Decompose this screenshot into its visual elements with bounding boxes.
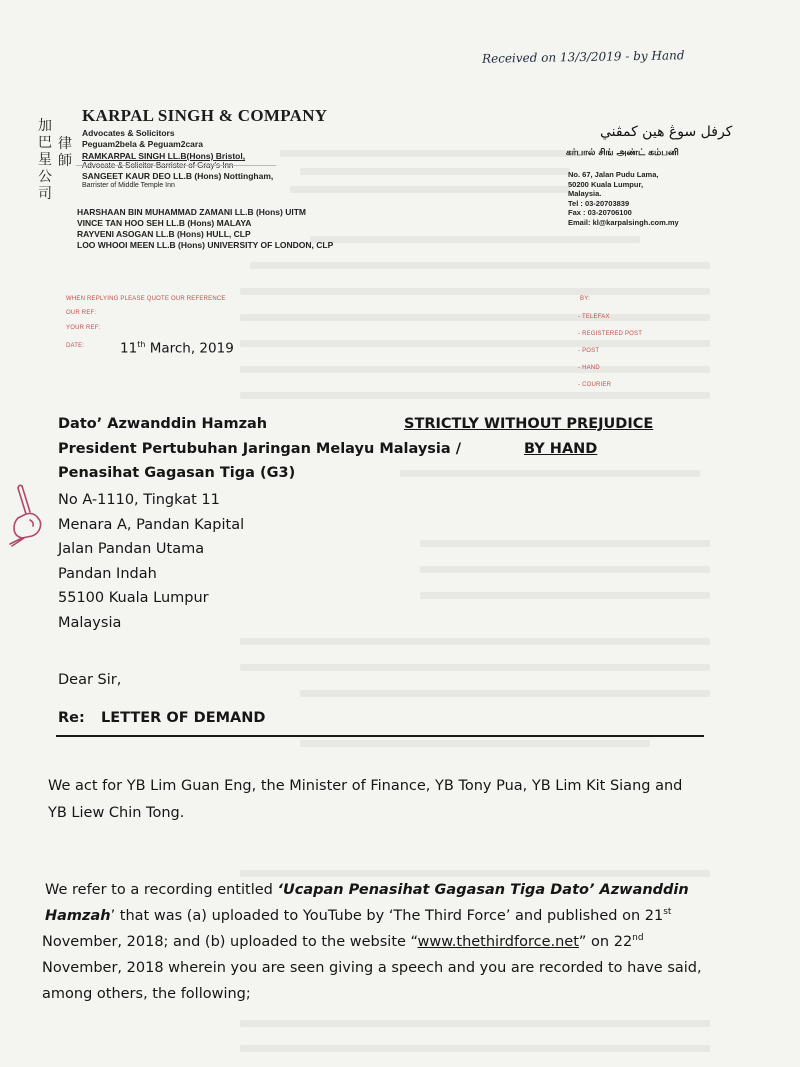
- recipient-address: No A-1110, Tingkat 11 Menara A, Pandan Kapital Jalan Pandan Utama Pandan Indah 55100 Kuala Lumpur Malaysia: [58, 492, 245, 631]
- firm-tagline-ms: Peguam2bela & Peguam2cara: [82, 139, 203, 149]
- without-prejudice-mark: STRICTLY WITHOUT PREJUDICE: [404, 416, 654, 432]
- letter-date: 11th March, 2019: [120, 340, 234, 357]
- recipient-name: Dato’ Azwanddin Hamzah: [58, 416, 268, 432]
- delivery-methods: - TELEFAX - REGISTERED POST - POST - HAND - COURIER: [578, 314, 643, 388]
- pointing-hand-icon: [4, 482, 52, 548]
- partners-list: RAMKARPAL SINGH LL.B(Hons) Bristol, SANGEET KAUR DEO LL.B (Hons) Nottingham, Barrister of Middle Temple Inn: [82, 151, 274, 189]
- chinese-firm-name: 加 巴 星 公 司: [38, 118, 52, 202]
- website-link[interactable]: www.thethirdforce.net: [417, 933, 579, 950]
- salutation: Dear Sir,: [58, 672, 122, 688]
- associates-list: HARSHAAN BIN MUHAMMAD ZAMANI LL.B (Hons) UITM VINCE TAN HOO SEH LL.B (Hons) MALAYA RAYVENI ASOGAN LL.B (Hons) HULL, CLP LOO WHOOI MEEN LL.B (Hons) UNIVERSITY OF LONDON, CLP: [77, 207, 334, 250]
- by-hand-mark: BY HAND: [524, 441, 598, 457]
- firm-tagline-en: Advocates & Solicitors: [82, 128, 175, 138]
- date-label: DATE:: [66, 343, 85, 349]
- recipient-title-2: Penasihat Gagasan Tiga (G3): [58, 465, 296, 481]
- recipient-title-1: President Pertubuhan Jaringan Melayu Malaysia /: [58, 441, 462, 457]
- chinese-firm-role: 律 師: [58, 136, 72, 169]
- paragraph-2-line-4: November, 2018 wherein you are seen giving a speech and you are recorded to have said,: [42, 960, 702, 976]
- delivery-by-label: BY:: [580, 296, 590, 302]
- paragraph-2-line-5: among others, the following;: [42, 986, 251, 1002]
- subject-underline: [56, 735, 704, 737]
- paragraph-2-line-1: We refer to a recording entitled ‘Ucapan Penasihat Gagasan Tiga Dato’ Azwanddin: [45, 882, 689, 898]
- quote-reference-note: WHEN REPLYING PLEASE QUOTE OUR REFERENCE: [66, 296, 226, 302]
- our-ref-label: OUR REF:: [66, 310, 97, 316]
- firm-address: No. 67, Jalan Pudu Lama, 50200 Kuala Lumpur, Malaysia. Tel : 03-20703839 Fax : 03-20706100 Email: kl@karpalsingh.com.my: [568, 170, 679, 227]
- paragraph-2-line-2: Hamzah’ that was (a) uploaded to YouTube by ‘The Third Force’ and published on 21st: [45, 907, 672, 924]
- paragraph-2-line-3: November, 2018; and (b) uploaded to the website “www.thethirdforce.net” on 22nd: [42, 933, 644, 950]
- re-subject: LETTER OF DEMAND: [101, 710, 266, 726]
- firm-name-jawi: كرفل سوڠ هين كمڤني: [600, 124, 733, 140]
- your-ref-label: YOUR REF:: [66, 325, 101, 331]
- paragraph-1-line-2: YB Liew Chin Tong.: [48, 805, 185, 821]
- firm-name: KARPAL SINGH & COMPANY: [82, 106, 328, 125]
- firm-name-tamil: கர்பால் சிங் அண்ட் கம்பனி: [566, 148, 679, 158]
- received-annotation: Received on 13/3/2019 - by Hand: [481, 48, 685, 66]
- paragraph-1-line-1: We act for YB Lim Guan Eng, the Minister of Finance, YB Tony Pua, YB Lim Kit Siang and: [48, 778, 683, 794]
- re-label: Re:: [58, 710, 85, 726]
- header-divider: [76, 165, 276, 166]
